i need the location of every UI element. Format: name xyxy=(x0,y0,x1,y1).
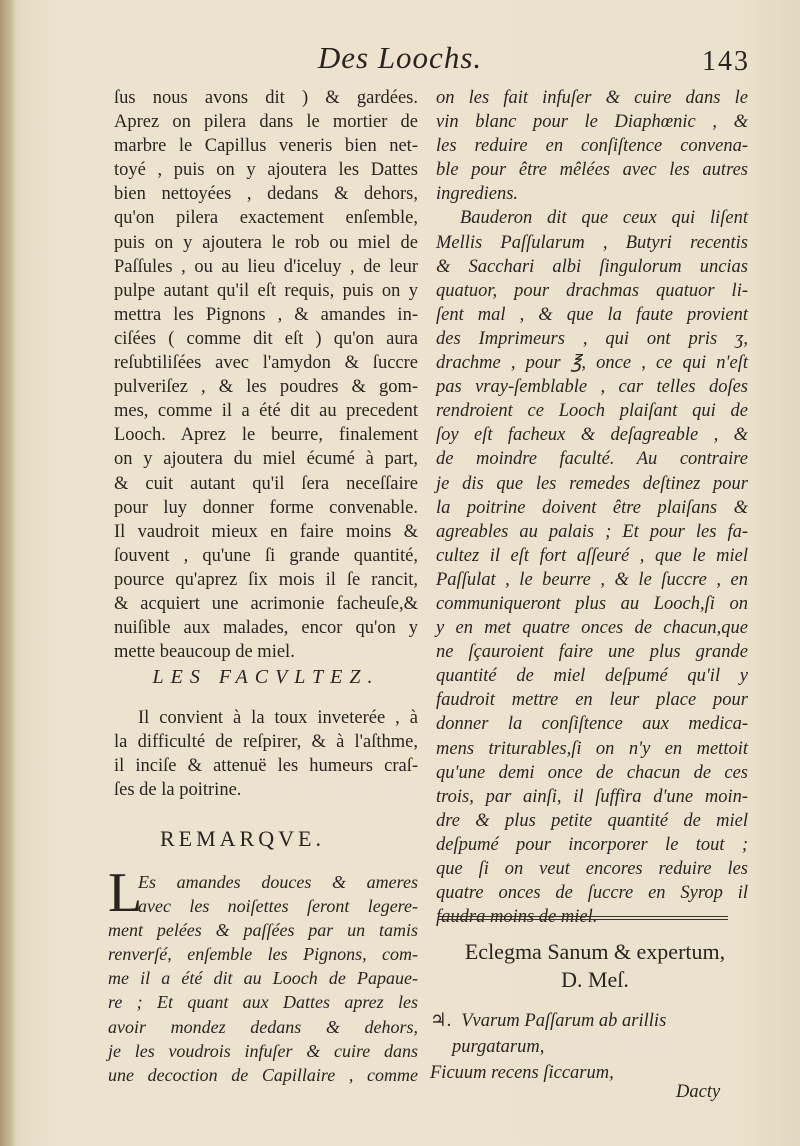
drop-cap: L xyxy=(108,862,143,924)
section-rule xyxy=(438,916,728,920)
text-line: ciſées ( comme dit eſt ) qu'on aura xyxy=(114,328,418,349)
text-line: & acquiert une acrimonie facheuſe,& xyxy=(114,593,418,614)
text-line: qu'on pilera exactement enſemble, xyxy=(114,208,418,229)
text-line: mettra les Pignons , & amandes in- xyxy=(114,304,418,325)
text-line: ſus nous avons dit ) & gardées. xyxy=(114,88,418,108)
text-line: drachme , pour ℥, once , ce qui n'eſt xyxy=(436,353,748,374)
remarque-text xyxy=(108,862,418,1087)
text-line: & cuit autant qu'il ſera neceſſaire xyxy=(114,473,418,494)
text-line: nuiſible aux malades, encor qu'on y xyxy=(114,618,418,639)
text-line: pas vray-ſemblable , car telles doſes xyxy=(436,377,748,398)
facultez-text xyxy=(114,706,418,802)
text-line: Il vaudroit mieux en faire moins & xyxy=(114,521,418,542)
text-line: la poitrine doivent être plaiſans & xyxy=(436,497,748,518)
recipe-symbol: ♃. xyxy=(430,1011,452,1031)
recipe-title-line2: D. Meſ. xyxy=(561,967,629,992)
text-line: agreables au palais ; Et pour les fa- xyxy=(436,521,748,542)
catchword: Dacty xyxy=(676,1082,721,1102)
text-line: Looch. Aprez le beurre, finalement xyxy=(114,425,418,446)
text-line: de moindre faculté. Au contraire xyxy=(436,449,748,470)
text-line: on les fait infuſer & cuire dans le xyxy=(436,88,748,108)
remarque-heading: REMARQVE. xyxy=(160,826,325,851)
text-line: quantité de miel deſpumé qu'il y xyxy=(436,666,748,687)
text-line: pulpe autant qu'il eſt requis, puis on y xyxy=(114,280,418,301)
text-line: quatre onces de ſuccre en Syrop il xyxy=(436,883,748,904)
text-line: dre & plus petite quantité de miel xyxy=(436,810,748,831)
text-line: Il convient à la toux inveterée , à xyxy=(138,708,418,728)
text-line: Aprez on pilera dans le mortier de xyxy=(114,112,418,133)
text-line: faudroit mettre en leur place pour xyxy=(436,690,748,711)
text-line: Paſſules , ou au lieu d'iceluy , de leur xyxy=(114,256,418,277)
text-line: cultez il eſt fort aſſeuré , que le miel xyxy=(436,545,748,566)
text-line: Paſſulat , le beurre , & le ſuccre , en xyxy=(436,569,748,590)
text-line: ſoy eſt facheux & deſagreable , & xyxy=(436,425,748,446)
text-line: me il a été dit au Looch de Papaue- xyxy=(108,968,418,989)
text-line: reſubtiliſées avec l'amydon & ſuccre xyxy=(114,353,418,374)
page-number: 143 xyxy=(702,46,750,77)
text-line: renverſé, enſemble les Pignons, com- xyxy=(108,944,418,965)
left-column xyxy=(114,86,418,664)
facultez-heading: LES FACVLTEZ. xyxy=(152,666,380,688)
text-line: que ſi on veut encores reduire les xyxy=(436,859,748,879)
ingredient-line: ♃. Vvarum Paſſarum ab arillis xyxy=(430,1011,667,1031)
text-line: bien nettoyées , dedans & dehors, xyxy=(114,184,418,205)
text-line: je les voudrois infuſer & cuire dans xyxy=(108,1040,418,1061)
text-line: Es amandes douces & ameres xyxy=(138,872,418,892)
text-line: ment pelées & paſſées par un tamis xyxy=(108,920,418,941)
text-line: ſouvent , qu'une ſi grande quantité, xyxy=(114,545,418,566)
text-line: pource qu'aprez ſix mois il ſe rancit, xyxy=(114,569,418,590)
text-line: vin blanc pour le Diaphœnic , & xyxy=(436,112,748,133)
right-column xyxy=(436,86,748,929)
text-line: pour luy donner forme convenable. xyxy=(114,497,418,518)
text-line: il inciſe & attenuë les humeurs craſ- xyxy=(114,756,418,777)
text-line: communiqueront plus au Looch,ſi on xyxy=(436,593,748,614)
ingredient-line: purgatarum, xyxy=(452,1037,545,1057)
text-line: ſes de la poitrine. xyxy=(114,780,242,801)
text-line: Bauderon dit que ceux qui liſent xyxy=(460,208,748,229)
text-line: marbre le Capillus veneris bien net- xyxy=(114,136,418,157)
ingredient-line: Ficuum recens ſiccarum, xyxy=(430,1063,614,1083)
text-line: je dis que les remedes deſtinez pour xyxy=(436,473,748,494)
recipe-ingredients xyxy=(430,1008,740,1086)
text-line: avec les noiſettes ſeront legere- xyxy=(138,896,418,917)
text-line: ble pour être mêlées avec les autres xyxy=(436,160,748,181)
text-line: pulveriſez , & les poudres & gom- xyxy=(114,377,418,398)
text-line: rendroient ce Looch plaiſant qui de xyxy=(436,401,748,422)
text-line: puis on y ajoutera le rob ou miel de xyxy=(114,232,418,253)
text-line: quatuor, pour drachmas quatuor li- xyxy=(436,280,748,301)
text-line: Mellis Paſſularum , Butyri recentis xyxy=(436,232,748,253)
text-line: toyé , puis on y ajoutera les Dattes xyxy=(114,160,418,181)
text-line: & Sacchari albi ſingulorum uncias xyxy=(436,256,748,277)
running-title: Des Loochs. xyxy=(317,40,483,75)
text-line: des Imprimeurs , qui ont pris ʒ, xyxy=(436,328,748,349)
text-line: la difficulté de reſpirer, & à l'aſthme, xyxy=(114,732,418,753)
text-line: ingrediens. xyxy=(436,184,519,205)
text-line: ne ſçauroient faire une plus grande xyxy=(436,642,748,663)
text-line: donner la conſiſtence aux medica- xyxy=(436,714,748,735)
recipe-title xyxy=(430,938,760,994)
text-line: on y ajoutera du miel écumé à part, xyxy=(114,449,418,470)
text-line: mes, comme il a été dit au precedent xyxy=(114,401,418,422)
text-line: qu'une demi once de chacun de ces xyxy=(436,762,748,783)
recipe-title-line1: Eclegma Sanum & expertum, xyxy=(464,939,726,964)
text-line: mens triturables,ſi on n'y en mettoit xyxy=(436,738,748,759)
text-line: deſpumé pour incorporer le tout ; xyxy=(436,834,748,855)
page-spine-shadow xyxy=(0,0,14,1146)
text-line: mette beaucoup de miel. xyxy=(114,642,295,663)
text-line: ſent mal , & que la faute provient xyxy=(436,304,748,325)
text-line: re ; Et quant aux Dattes aprez les xyxy=(108,992,418,1013)
text-line: avoir mondez dedans & dehors, xyxy=(108,1016,418,1037)
text-line: trois, par ainſi, il ſuffira d'une moin- xyxy=(436,786,748,807)
text-line: les reduire en conſiſtence convena- xyxy=(436,136,748,157)
text-line: faudra moins de miel. xyxy=(436,907,598,928)
text-line: y en met quatre onces de chacun,que xyxy=(436,618,748,639)
text-line: une decoction de Capillaire , comme xyxy=(108,1064,418,1085)
